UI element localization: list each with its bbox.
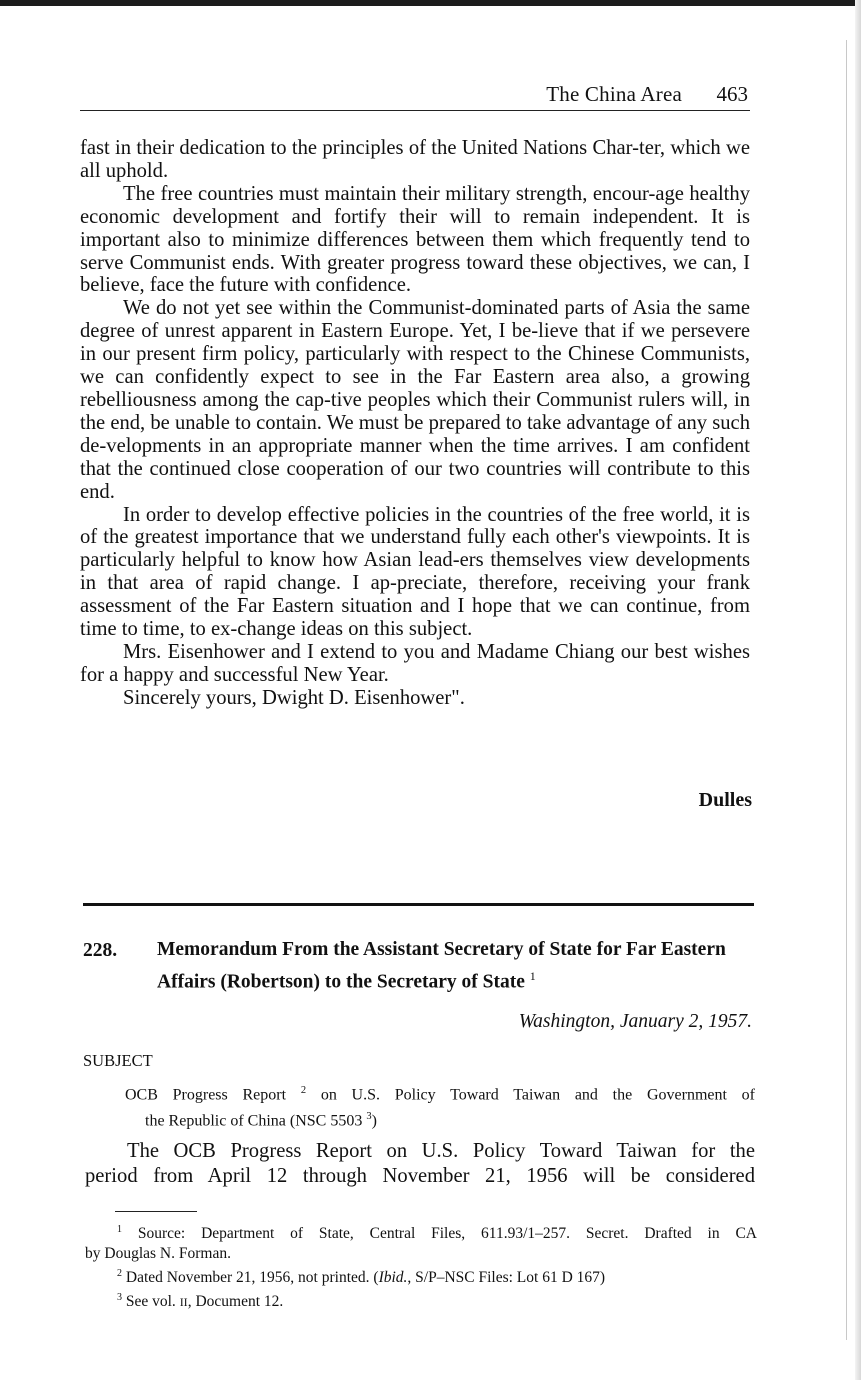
dateline: Washington, January 2, 1957. [518,1011,752,1032]
memo-opening-line-2: period from April 12 through November 21, 1956 will be considered [85,1165,755,1187]
section-divider [83,903,754,906]
footnote-rule [115,1211,197,1212]
page-top-edge [0,0,861,6]
footnote-ref-3: 3 [366,1111,372,1123]
footnotes [85,1220,757,1312]
subject-part-4: ) [371,1112,377,1130]
memo-opening-line-1: The OCB Progress Report on U.S. Policy Toward Taiwan for the [127,1140,755,1162]
running-head [80,80,750,111]
footnote-1-line-2: by Douglas N. Forman. [85,1245,231,1263]
body-paragraph-4: In order to develop effective policies in the countries of the free world, it is of the greatest importance that we understand fully each other's viewpoints. It is particularly helpful to know how Asian lead-ers themselves view developments in that area of rapid change. I ap-preciate, therefore, receiving your frank assessment of the Far Eastern situation and I hope that we can continue, from time to time, to ex-change ideas on this subject. [80,503,750,641]
subject-label: SUBJECT [83,1051,153,1070]
page-right-edge [855,0,861,1380]
footnote-3-mark: 3 [117,1292,122,1304]
scan-edge-line [846,40,847,1340]
body-paragraph-2: The free countries must maintain their military strength, encour-age healthy economic development and fortify their will to remain independent. It is important also to minimize differences between them which frequently tend to serve Communist ends. With greater progress toward these objectives, we can, I believe, face the future with confidence. [80,182,750,297]
footnote-2 [85,1264,757,1288]
document-title [157,937,757,996]
subject-text [125,1080,755,1133]
footnote-ref-2: 2 [300,1085,307,1096]
footnote-3-text-b: , Document 12. [187,1293,284,1311]
footnote-ref-1: 1 [529,969,536,983]
footnote-2-text-b: , S/P–NSC Files: Lot 61 D 167) [407,1269,606,1287]
footnote-1-line-1 [85,1220,757,1244]
document-title-text: Memorandum From the Assistant Secretary of State for Far Eastern Affairs (Robertson) to the Secretary of State [157,939,726,993]
footnote-3-text-a: See vol. [125,1293,176,1311]
signature: Dulles [698,789,752,811]
footnote-2-mark: 2 [117,1268,122,1280]
page-number: 463 [716,82,748,106]
body-paragraph-6: Sincerely yours, Dwight D. Eisenhower". [123,686,465,709]
footnote-3 [85,1288,757,1312]
footnote-1-mark: 1 [117,1224,122,1235]
letter-body [80,137,750,710]
subject-part-1: OCB Progress Report [125,1086,287,1104]
footnote-3-volume: II [179,1295,188,1310]
subject-line-2 [125,1106,755,1132]
subject-line-1 [125,1080,755,1106]
footnote-1-text: Source: Department of State, Central Files, 611.93/1–257. Secret. Drafted in CA [137,1225,758,1243]
body-paragraph-3: We do not yet see within the Communist-dominated parts of Asia the same degree of unrest apparent in Eastern Europe. Yet, I be-lieve that if we persevere in our present firm policy, particularly with respect to the Chinese Communists, we can confidently expect to see in the Far Eastern area also, a growing rebelliousness among the cap-tive peoples which their Communist rulers will, in the end, be unable to contain. We must be prepared to take advantage of any such de-velopments in an appropriate manner when the time arrives. I am confident that the continued close cooperation of our two countries will contribute to this end. [80,297,750,503]
body-paragraph-1: fast in their dedication to the principles of the United Nations Char-ter, which we all uphold. [80,137,750,182]
body-paragraph-5: Mrs. Eisenhower and I extend to you and Madame Chiang our best wishes for a happy and successful New Year. [80,640,750,686]
footnote-2-ibid: Ibid. [378,1269,408,1287]
memo-opening-paragraph [85,1139,755,1189]
subject-part-3: the Republic of China (NSC 5503 [145,1112,363,1130]
subject-part-2: on U.S. Policy Toward Taiwan and the Government of [320,1086,756,1104]
document-number: 228. [83,940,118,961]
running-head-title: The China Area [546,82,682,106]
footnote-2-text-a: Dated November 21, 1956, not printed. ( [125,1269,379,1287]
